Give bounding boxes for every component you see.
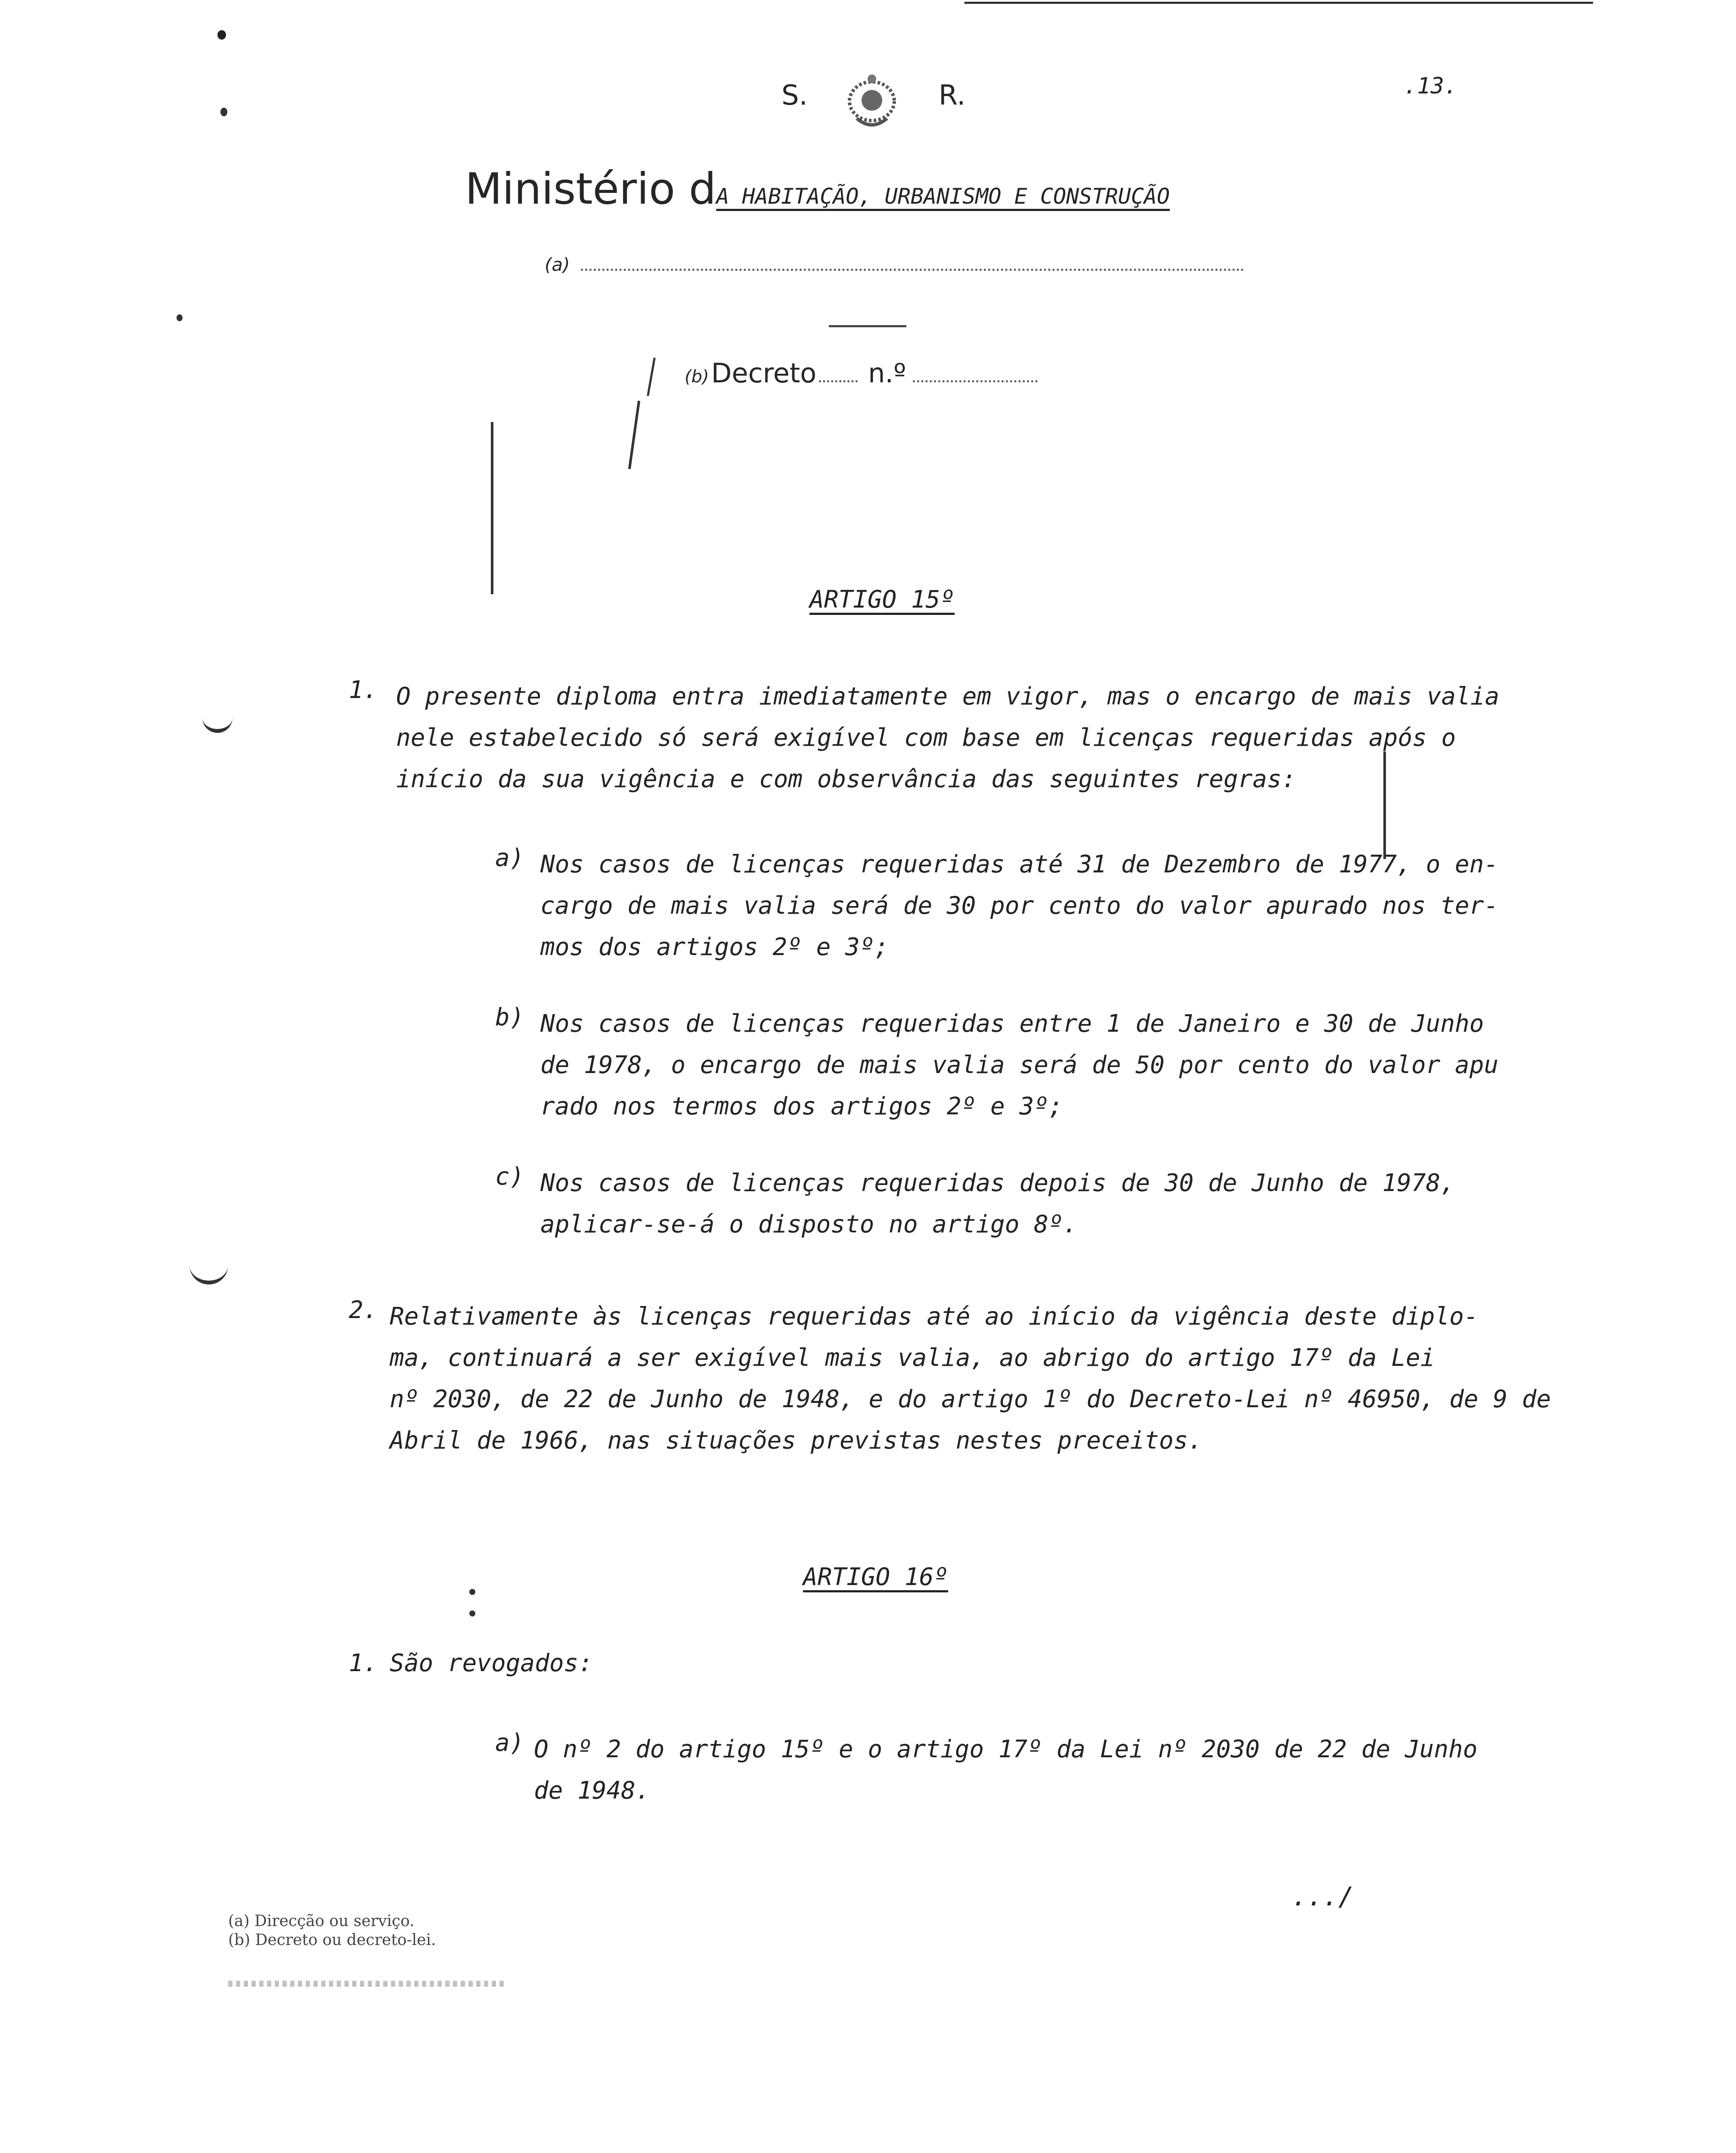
margin-check-mark xyxy=(202,713,232,733)
margin-speck xyxy=(217,30,226,40)
separator-dash xyxy=(829,325,906,327)
text-line: de 1948. xyxy=(534,1777,650,1805)
coat-of-arms-icon xyxy=(840,71,904,137)
art15-item-b-text xyxy=(540,1003,1498,1127)
art15-p2-number: 2. xyxy=(349,1296,378,1324)
text-line: de 1978, o encargo de mais valia será de 50 por cento do valor apu xyxy=(540,1051,1499,1079)
article-16-title: ARTIGO 16º xyxy=(803,1563,949,1591)
text-line: Nos casos de licenças requeridas até 31 de Dezembro de 1977, o en- xyxy=(540,850,1499,878)
article-15-title: ARTIGO 15º xyxy=(809,586,955,614)
decree-label-b: (b) xyxy=(685,367,709,387)
art16-p1-number: 1. xyxy=(349,1649,378,1677)
decree-word: Decreto xyxy=(711,357,817,389)
art15-p1-number: 1. xyxy=(349,676,378,704)
text-line: O nº 2 do artigo 15º e o artigo 17º da Lei nº 2030 de 22 de Junho xyxy=(534,1735,1478,1763)
text-line: ma, continuará a ser exigível mais valia, ao abrigo do artigo 17º da Lei xyxy=(390,1344,1435,1372)
margin-check-mark xyxy=(189,1262,228,1284)
pen-stroke xyxy=(491,422,493,594)
pen-stroke xyxy=(647,357,656,396)
seal-right-letter: R. xyxy=(939,80,966,112)
text-line: O presente diploma entra imediatamente em vigor, mas o encargo de mais valia xyxy=(396,683,1500,710)
art15-item-c-letter: c) xyxy=(495,1163,524,1191)
text-line: Nos casos de licenças requeridas entre 1 de Janeiro e 30 de Junho xyxy=(540,1010,1484,1038)
text-line: nº 2030, de 22 de Junho de 1948, e do artigo 1º do Decreto-Lei nº 46950, de 9 de xyxy=(390,1385,1551,1413)
margin-speck xyxy=(220,108,227,116)
seal-left-letter: S. xyxy=(781,80,808,112)
field-a-label: (a) xyxy=(545,254,570,275)
pen-stroke xyxy=(628,400,640,469)
art16-item-a-letter: a) xyxy=(495,1729,524,1757)
art16-p1-text: São revogados: xyxy=(390,1649,593,1677)
field-a xyxy=(545,254,1244,275)
text-line: cargo de mais valia será de 30 por cento do valor apurado nos ter- xyxy=(540,892,1499,920)
field-a-dotted-line xyxy=(581,269,1244,271)
text-line: rado nos termos dos artigos 2º e 3º; xyxy=(540,1092,1063,1120)
ministry-name: A HABITAÇÃO, URBANISMO E CONSTRUÇÃO xyxy=(716,184,1170,209)
text-line: início da sua vigência e com observância das seguintes regras: xyxy=(396,765,1296,793)
art15-item-a-letter: a) xyxy=(495,844,524,872)
art15-p1-text xyxy=(396,676,1499,800)
text-line: mos dos artigos 2º e 3º; xyxy=(540,933,889,961)
text-line: nele estabelecido só será exigível com base em licenças requeridas após o xyxy=(396,724,1456,752)
ministry-line xyxy=(465,164,1230,214)
continuation-mark: .../ xyxy=(1292,1882,1354,1912)
art15-item-b-letter: b) xyxy=(495,1003,524,1031)
footnote-b: (b) Decreto ou decreto-lei. xyxy=(228,1931,436,1949)
margin-speck xyxy=(469,1610,475,1616)
number-dotted-line xyxy=(913,380,1038,382)
footnote-a: (a) Direcção ou serviço. xyxy=(228,1912,415,1930)
text-line: Nos casos de licenças requeridas depois de 30 de Junho de 1978, xyxy=(540,1169,1455,1197)
footnotes xyxy=(228,1912,436,1950)
decree-dotted-line xyxy=(819,380,858,382)
art15-item-a-text xyxy=(540,844,1498,968)
margin-speck xyxy=(177,314,183,321)
page-number: .13. xyxy=(1404,73,1458,99)
text-line: Relativamente às licenças requeridas até ao início da vigência deste diplo- xyxy=(390,1303,1479,1331)
text-line: Abril de 1966, nas situações previstas nestes preceitos. xyxy=(390,1427,1203,1455)
ministry-label: Ministério d xyxy=(465,164,716,214)
margin-speck xyxy=(469,1589,475,1595)
art15-p2-text xyxy=(390,1296,1551,1461)
imprint-line-smudge xyxy=(228,1981,504,1987)
number-label: n.º xyxy=(868,357,906,389)
art16-item-a-text xyxy=(534,1729,1477,1812)
top-rule xyxy=(964,2,1593,4)
text-line: aplicar-se-á o disposto no artigo 8º. xyxy=(540,1210,1078,1238)
decree-line xyxy=(685,357,1038,389)
art15-item-c-text xyxy=(540,1163,1455,1245)
